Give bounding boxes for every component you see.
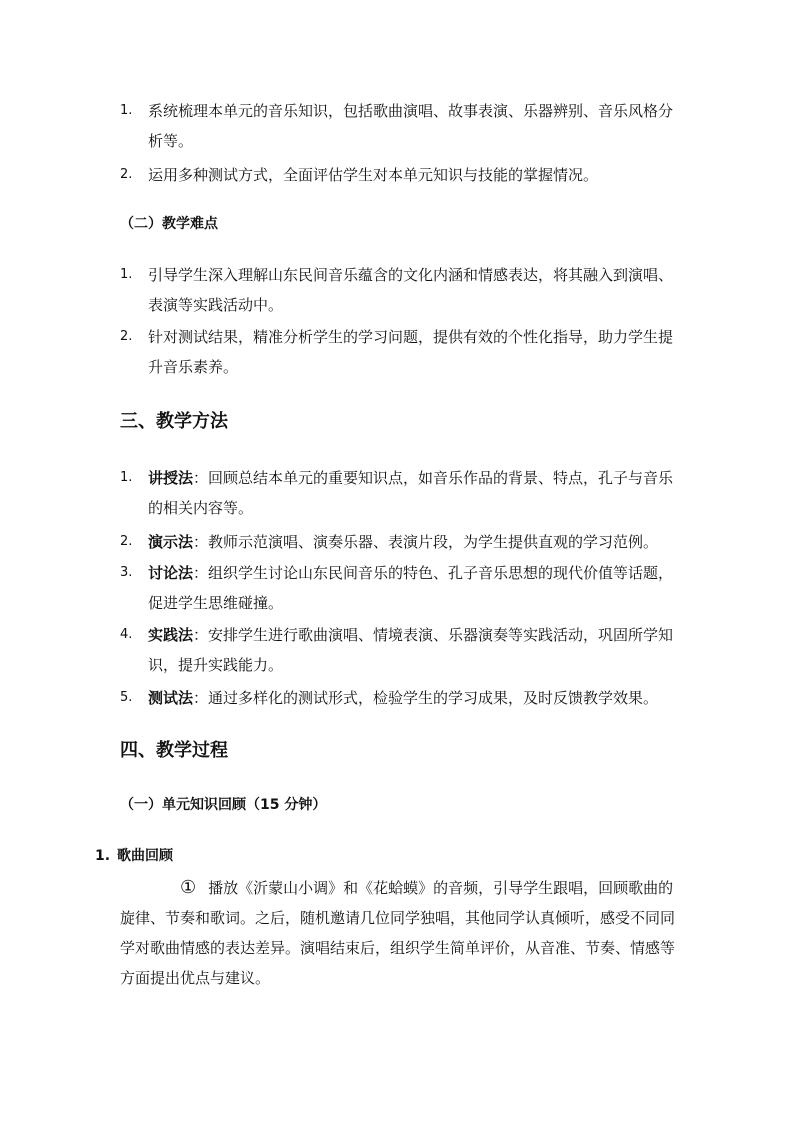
- process-heading: 四、教学过程: [120, 740, 228, 761]
- circled-number-marker: ①: [180, 877, 197, 898]
- list-text: 运用多种测试方式，全面评估学生对本单元知识与技能的掌握情况。: [148, 166, 599, 184]
- method-item-4: [120, 620, 680, 680]
- difficulty-heading: （二）教学难点: [120, 216, 218, 232]
- method-description: ：回顾总结本单元的重要知识点，如音乐作品的背景、特点，孔子与音乐的相关内容等。: [148, 469, 674, 517]
- method-term: 讲授法: [148, 469, 194, 487]
- method-term: 演示法: [148, 533, 194, 551]
- method-item-1: [120, 463, 680, 523]
- method-description: ：组织学生讨论山东民间音乐的特色、孔子音乐思想的现代价值等话题，促进学生思维碰撞。: [148, 564, 674, 612]
- method-description: ：安排学生进行歌曲演唱、情境表演、乐器演奏等实践活动，巩固所学知识，提升实践能力。: [148, 626, 674, 674]
- list-text: 引导学生深入理解山东民间音乐蕴含的文化内涵和情感表达，将其融入到演唱、表演等实践活动中。: [148, 266, 674, 314]
- method-term: 实践法: [148, 626, 194, 644]
- list-text: [148, 558, 680, 618]
- list-number: 4.: [120, 627, 133, 642]
- method-item-2: [120, 527, 680, 557]
- topic-title: 歌曲回顾: [117, 848, 173, 864]
- list-number: 1.: [120, 267, 133, 282]
- difficulty-item-2: [120, 322, 680, 382]
- review-heading: （一）单元知识回顾（15 分钟）: [120, 797, 327, 813]
- focus-item-1: [120, 96, 680, 156]
- paragraph-text: 播放《沂蒙山小调》和《花蛤蟆》的音频，引导学生跟唱，回顾歌曲的旋律、节奏和歌词。之后，随机邀请几位同学独唱，其他同学认真倾听，感受不同同学对歌曲情感的表达差异。演唱结束后，组织学生简单评价，从音准、节奏、情感等方面提出优点与建议。: [120, 879, 676, 987]
- list-text: [148, 463, 680, 523]
- topic-number: 1.: [95, 848, 111, 864]
- list-number: 2.: [120, 329, 133, 344]
- method-description: ：教师示范演唱、演奏乐器、表演片段，为学生提供直观的学习范例。: [193, 533, 659, 551]
- song-review-paragraph: [120, 873, 676, 993]
- list-number: 1.: [120, 470, 133, 485]
- method-description: ：通过多样化的测试形式，检验学生的学习成果，及时反馈教学效果。: [193, 689, 659, 707]
- list-text: 针对测试结果，精准分析学生的学习问题，提供有效的个性化指导，助力学生提升音乐素养。: [148, 328, 674, 376]
- list-text: 系统梳理本单元的音乐知识，包括歌曲演唱、故事表演、乐器辨别、音乐风格分析等。: [148, 102, 674, 150]
- list-number: 5.: [120, 690, 133, 705]
- method-item-3: [120, 558, 680, 618]
- method-term: 讨论法: [148, 564, 194, 582]
- methods-heading: 三、教学方法: [120, 411, 228, 432]
- list-text: [148, 683, 680, 713]
- method-term: 测试法: [148, 689, 194, 707]
- list-number: 2.: [120, 167, 133, 182]
- list-number: 3.: [120, 565, 133, 580]
- list-number: 2.: [120, 534, 133, 549]
- difficulty-item-1: [120, 260, 680, 320]
- list-number: 1.: [120, 103, 133, 118]
- list-text: [148, 620, 680, 680]
- list-text: [148, 527, 680, 557]
- method-item-5: [120, 683, 680, 713]
- song-review-heading: [95, 846, 173, 866]
- focus-item-2: [120, 160, 680, 190]
